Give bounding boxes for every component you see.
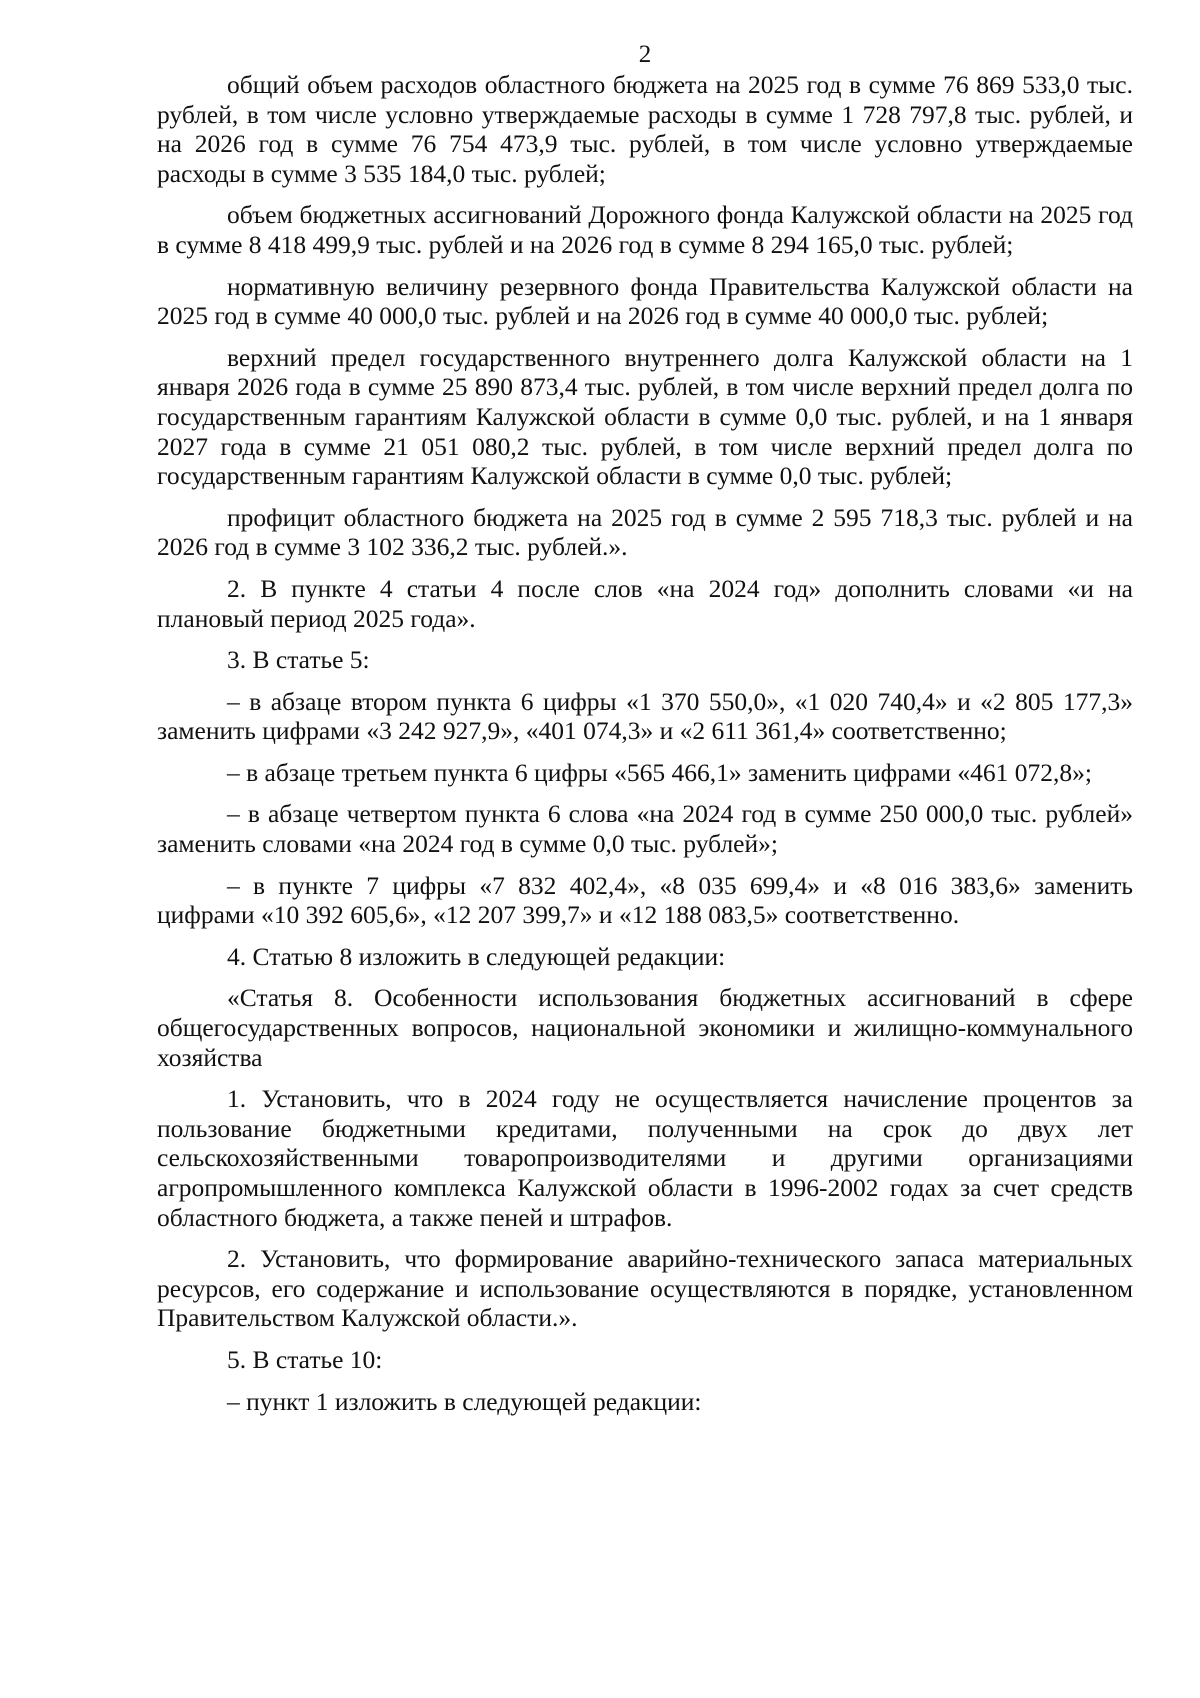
paragraph-item-5: 5. В статье 10: [227, 1344, 383, 1374]
paragraph-total-expenditure: общий объем расходов областного бюджета на 2025 год в сумме 76 869 533,0 тыс. рублей, в том числе условно утверждаемые расходы в сумме 1 728 797,8 тыс. рублей, и на 2026 год в сумме 76 754 473,9 тыс. рублей, в том числе условно утверждаемые расходы в сумме 3 535 184,0 тыс. рублей; [157, 70, 1133, 188]
paragraph-item-3-1: – в абзаце втором пункта 6 цифры «1 370 550,0», «1 020 740,4» и «2 805 177,3» заменить цифрами «3 242 927,9», «401 074,3» и «2 611 361,4» соответственно; [157, 686, 1133, 746]
paragraph-debt-limit: верхний предел государственного внутреннего долга Калужской области на 1 января 2026 года в сумме 25 890 873,4 тыс. рублей, в том числе верхний предел долга по государственным гарантиям Калужской области в сумме 0,0 тыс. рублей, и на 1 января 2027 года в сумме 21 051 080,2 тыс. рублей, в том числе верхний предел долга по государственным гарантиям Калужской области в сумме 0,0 тыс. рублей; [157, 342, 1133, 491]
paragraph-article-8-2: 2. Установить, что формирование аварийно-технического запаса материальных ресурсов, его содержание и использование осуществляются в порядке, установленном Правительством Калужской области.». [157, 1244, 1133, 1333]
page-number: 2 [638, 41, 652, 68]
paragraph-item-5-1: – пункт 1 изложить в следующей редакции: [227, 1386, 702, 1416]
paragraph-road-fund: объем бюджетных ассигнований Дорожного фонда Калужской области на 2025 год в сумме 8 418 499,9 тыс. рублей и на 2026 год в сумме 8 294 165,0 тыс. рублей; [157, 200, 1133, 259]
paragraph-article-8-1: 1. Установить, что в 2024 году не осуществляется начисление процентов за пользование бюджетными кредитами, полученными на срок до двух лет сельскохозяйственными товаропроизводителями и другими организациями агропромышленного комплекса Калужской области в 1996-2002 годах за счет средств областного бюджета, а также пеней и штрафов. [157, 1084, 1133, 1232]
paragraph-article-8-title: «Статья 8. Особенности использования бюджетных ассигнований в сфере общегосударственных вопросов, национальной экономики и жилищно-коммунального хозяйства [157, 983, 1133, 1072]
paragraph-item-3-4: – в пункте 7 цифры «7 832 402,4», «8 035 699,4» и «8 016 383,6» заменить цифрами «10 392 605,6», «12 207 399,7» и «12 188 083,5» соответственно. [157, 870, 1133, 930]
paragraph-item-3: 3. В статье 5: [227, 645, 370, 675]
paragraph-item-4: 4. Статью 8 изложить в следующей редакции: [227, 941, 726, 971]
paragraph-item-3-2: – в абзаце третьем пункта 6 цифры «565 466,1» заменить цифрами «461 072,8»; [227, 757, 1092, 787]
paragraph-surplus: профицит областного бюджета на 2025 год в сумме 2 595 718,3 тыс. рублей и на 2026 год в сумме 3 102 336,2 тыс. рублей.». [157, 502, 1133, 562]
paragraph-item-3-3: – в абзаце четвертом пункта 6 слова «на 2024 год в сумме 250 000,0 тыс. рублей» заменить словами «на 2024 год в сумме 0,0 тыс. рублей»; [157, 799, 1133, 859]
document-page [157, 40, 1133, 1428]
paragraph-reserve-fund: нормативную величину резервного фонда Правительства Калужской области на 2025 год в сумме 40 000,0 тыс. рублей и на 2026 год в сумме 40 000,0 тыс. рублей; [157, 271, 1133, 331]
paragraph-item-2: 2. В пункте 4 статьи 4 после слов «на 2024 год» дополнить словами «и на плановый период 2025 года». [157, 573, 1133, 633]
